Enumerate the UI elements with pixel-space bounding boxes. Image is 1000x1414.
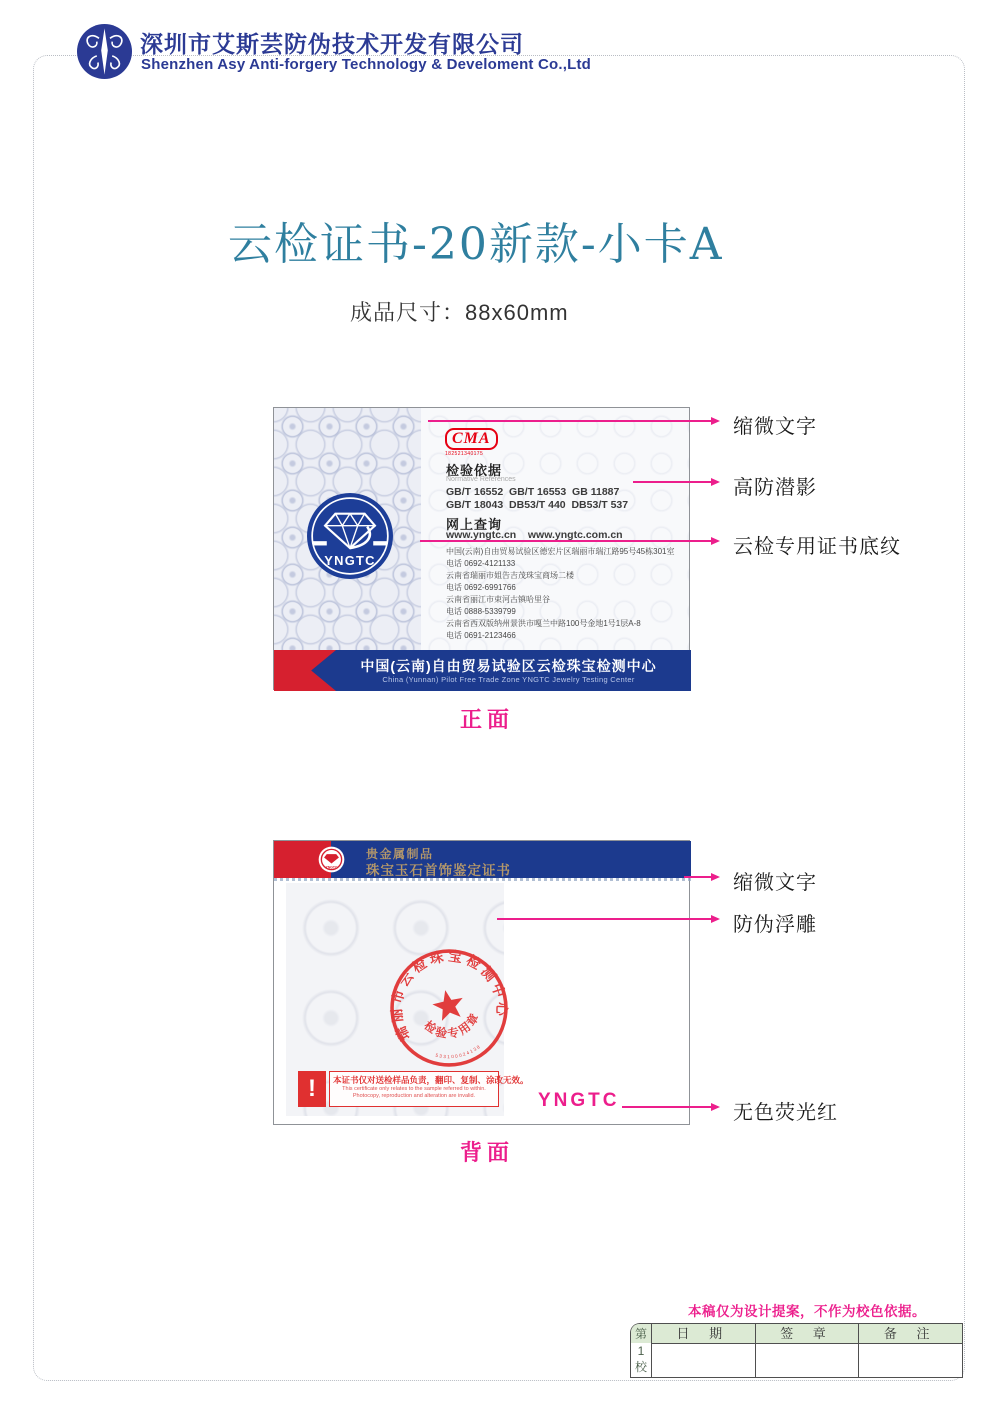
exclamation-icon: ! — [298, 1071, 326, 1107]
stamp-ring-text: 瑞丽市云检珠宝检测中心 — [388, 948, 510, 1043]
websites: www.yngtc.cn www.yngtc.com.cn — [446, 529, 623, 541]
table-header-remarks: 备 注 — [883, 1326, 938, 1341]
revision-sign-off-table — [630, 1323, 963, 1378]
annotation-label-latent-image: 高防潜影 — [733, 477, 817, 499]
annotation-label-microtext-back: 缩微文字 — [733, 872, 817, 894]
yngtc-seal-logo-icon — [318, 846, 345, 873]
revision-char-1: 第 — [631, 1324, 651, 1343]
revision-number-column — [631, 1324, 652, 1377]
inspection-basis-subtitle: Normative References — [446, 476, 516, 483]
annotation-arrow-base-pattern — [420, 540, 718, 542]
annotation-label-relief: 防伪浮雕 — [733, 914, 817, 936]
table-body-row — [652, 1344, 962, 1377]
back-card-header-banner — [274, 841, 691, 878]
address-line: 中国(云南)自由贸易试验区德宏片区瑞丽市瑞江路95号45栋301室 — [446, 547, 675, 556]
table-header-signature: 签 章 — [756, 1324, 860, 1343]
phone-line: 电话 0692-6991766 — [446, 583, 516, 592]
certificate-front-card — [273, 407, 690, 690]
annotation-label-microtext-front: 缩微文字 — [733, 416, 817, 438]
phone-line: 电话 0692-4121133 — [446, 559, 516, 568]
warning-text-en2: Photocopy, reproduction and alteration are invalid. — [352, 1093, 476, 1099]
table-cell-signature — [756, 1344, 860, 1377]
certificate-back-card — [273, 840, 690, 1125]
warning-text-en1: This certificate only relates to the sample referred to within. — [342, 1086, 486, 1092]
standards-line-1: GB/T 16552 GB/T 16553 GB 11887 — [446, 486, 620, 498]
annotation-arrow-latent-image — [633, 481, 718, 483]
address-line: 云南省瑞丽市姐告吉茂珠宝商场二楼 — [446, 571, 574, 580]
annotation-label-fluorescent: 无色荧光红 — [733, 1102, 838, 1124]
stamp-serial-number: 533100024138 — [434, 1043, 482, 1060]
warning-text-box — [329, 1071, 529, 1107]
table-cell-remarks — [859, 1344, 962, 1377]
phone-line: 电话 0691-2123466 — [446, 631, 516, 640]
address-block — [446, 546, 674, 642]
red-chevron-ribbon — [274, 650, 336, 691]
proof-disclaimer-note: 本稿仅为设计提案，不作为校色依据。 — [688, 1304, 926, 1319]
inspection-basis-title: 检验依据 — [446, 463, 503, 478]
asy-company-logo-icon — [77, 24, 132, 79]
svg-text:YNGTC: YNGTC — [325, 865, 338, 870]
standards-line-2: GB/T 18043 DB53/T 440 DB53/T 537 — [446, 499, 629, 511]
cma-mark-text: CMA — [445, 428, 498, 450]
back-header-line1: 贵金属制品 — [366, 847, 434, 861]
annotation-arrow-fluorescent — [622, 1106, 718, 1108]
fluorescent-yngtc-text: YNGTC — [538, 1090, 620, 1111]
warning-notice — [298, 1071, 529, 1107]
phone-line: 电话 0888-5339799 — [446, 607, 516, 616]
annotation-label-base-pattern: 云检专用证书底纹 — [733, 536, 901, 558]
testing-center-name-en: China (Yunnan) Pilot Free Trade Zone YNGTC Jewelry Testing Center — [382, 675, 635, 684]
revision-char-3: 校 — [634, 1360, 647, 1374]
revision-char-2: 1 — [637, 1344, 645, 1358]
table-cell-date — [652, 1344, 756, 1377]
cma-accreditation-mark — [445, 428, 498, 457]
online-query-title: 网上查询 — [446, 517, 503, 532]
front-caption: 正面 — [460, 707, 515, 732]
stamp-inner-text: 检验专用章 — [421, 1009, 483, 1042]
table-header-date: 日 期 — [652, 1324, 756, 1343]
yngtc-diamond-logo-icon — [307, 493, 393, 579]
annotation-arrow-microtext-back — [684, 876, 718, 878]
finished-size-spec: 成品尺寸：88x60mm — [350, 300, 569, 325]
annotation-arrow-microtext-front — [428, 420, 718, 422]
back-caption: 背面 — [460, 1140, 515, 1165]
company-name-cn: 深圳市艾斯芸防伪技术开发有限公司 — [140, 31, 524, 57]
table-header-row — [652, 1324, 962, 1344]
address-line: 云南省丽江市束河古镇哈里谷 — [446, 595, 550, 604]
table-columns — [652, 1324, 962, 1377]
yngtc-logo-text: YNGTC — [324, 553, 376, 569]
company-name-en: Shenzhen Asy Anti-forgery Technology & Develoment Co.,Ltd — [141, 56, 592, 73]
warning-text-cn: 本证书仅对送检样品负责，翻印、复制、涂改无效。 — [333, 1075, 529, 1085]
testing-center-name-cn: 中国(云南)自由贸易试验区云检珠宝检测中心 — [360, 658, 657, 674]
annotation-arrow-relief — [497, 918, 718, 920]
microtext-strip — [274, 878, 691, 881]
cma-number: 182521340175 — [445, 451, 484, 457]
front-card-bottom-banner — [274, 650, 691, 691]
address-line: 云南省西双版纳州景洪市嘎兰中路100号金地1号1层A-8 — [446, 619, 641, 628]
inspection-stamp — [377, 936, 522, 1081]
document-title: 云检证书-20新款-小卡A — [228, 219, 724, 270]
back-header-line2: 珠宝玉石首饰鉴定证书 — [366, 863, 511, 878]
